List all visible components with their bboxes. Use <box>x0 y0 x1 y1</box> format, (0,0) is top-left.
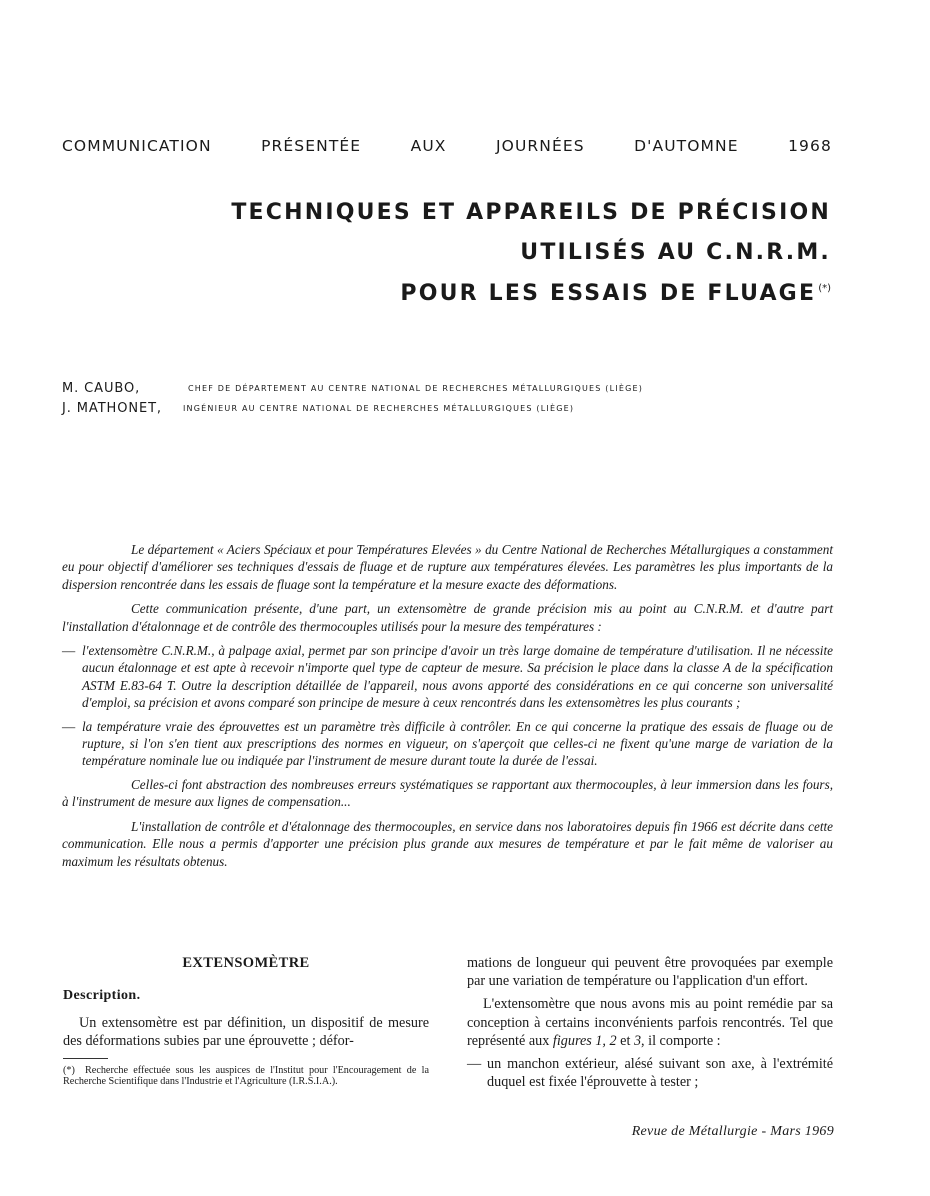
header-word: JOURNÉES <box>495 137 585 155</box>
title-footnote-marker[interactable]: (*) <box>818 283 831 294</box>
body-text: , il comporte : <box>641 1032 721 1049</box>
dash-marker: — <box>62 718 76 734</box>
journal-footer: Revue de Métallurgie - Mars 1969 <box>631 1124 834 1139</box>
abstract-bullet-text: la température vraie des éprouvettes est un paramètre très difficile à contrôler. En ce qui concerne la pratique des essais de fluage ou de rupture, si l'on s'en tient aux prescriptions des normes en vigueur, on s'aperçoit que celles-ci ne fixent qu'une marge de variation de la température nominale lue ou indiquée par l'instrument de mesure durant toute la durée de l'essai. <box>82 718 833 769</box>
author-name: J. MATHONET, <box>62 401 162 416</box>
figure-reference[interactable]: figures 1, 2 <box>552 1032 617 1049</box>
title-line-3 <box>400 281 831 306</box>
title-line-1: TECHNIQUES ET APPAREILS DE PRÉCISION <box>231 200 831 225</box>
author-name: M. CAUBO, <box>62 381 141 396</box>
subsection-heading: Description. <box>63 988 141 1003</box>
body-paragraph: Un extensomètre est par définition, un dispositif de mesure des déformations subies par une éprouvette ; défor- <box>63 1015 429 1050</box>
body-paragraph <box>467 995 833 1050</box>
author-affiliation: CHEF DE DÉPARTEMENT AU CENTRE NATIONAL DE RECHERCHES MÉTALLURGIQUES (LIÈGE) <box>188 384 644 393</box>
abstract-paragraph: Celles-ci font abstraction des nombreuses erreurs systématiques se rapportant aux thermocouples, à leur immersion dans les fours, à l'instrument de mesure aux lignes de compensation... <box>62 776 833 810</box>
header-word: COMMUNICATION <box>62 137 212 155</box>
author-row <box>62 401 762 417</box>
dash-marker: — <box>467 1056 482 1073</box>
author-affiliation: INGÉNIEUR AU CENTRE NATIONAL DE RECHERCHES MÉTALLURGIQUES (LIÈGE) <box>183 404 575 413</box>
title-line-3-text: POUR LES ESSAIS DE FLUAGE <box>400 281 817 306</box>
footnote-text: Recherche effectuée sous les auspices de l'Institut pour l'Encouragement de la Recherche Scientifique dans l'Industrie et l'Agriculture (I.R.S.I.A.). <box>63 1065 429 1088</box>
abstract-paragraph: Le département « Aciers Spéciaux et pour Températures Elevées » du Centre National de Recherches Métallurgiques a constamment eu pour objectif d'améliorer ses techniques d'essais de fluage et de rupture aux températures élevées. Les paramètres les plus importants de la dispersion rencontrée dans les essais de fluage sont la température et la mesure exacte des déformations. <box>62 542 833 592</box>
abstract-bullet-text: l'extensomètre C.N.R.M., à palpage axial, permet par son principe d'avoir un très large domaine de température d'utilisation. Il ne nécessite aucun étalonnage et est apte à recevoir n'importe quel type de capteur de mesure. Sa précision le place dans la classe A de la spécification ASTM E.83-64 T. Outre la description détaillée de l'appareil, nous avons apporté des considérations en ce qui concerne son universalité d'emploi, sa précision et avons comparé son principe de mesure à ceux rencontrés dans les extensomètres les plus courants ; <box>82 643 833 711</box>
body-text: L'extensomètre que nous avons mis au point remédie par sa conception à certains inconvénients parfois rencontrés. Tel que représenté aux <box>467 996 833 1049</box>
header-word: PRÉSENTÉE <box>261 137 362 155</box>
figure-reference[interactable]: 3 <box>633 1032 642 1049</box>
conference-header <box>62 137 832 155</box>
section-heading: EXTENSOMÈTRE <box>182 955 310 971</box>
footnote <box>63 1065 429 1088</box>
abstract-bullet <box>62 642 833 712</box>
header-word: AUX <box>410 137 447 155</box>
author-row <box>62 381 762 397</box>
dash-marker: — <box>62 643 76 659</box>
abstract <box>62 541 833 877</box>
title-line-2: UTILISÉS AU C.N.R.M. <box>520 240 831 265</box>
header-word: 1968 <box>788 137 832 155</box>
left-column-body <box>63 1014 429 1055</box>
right-column-body <box>467 954 833 1096</box>
abstract-paragraph: L'installation de contrôle et d'étalonnage des thermocouples, en service dans nos laboratoires depuis fin 1966 est décrite dans cette communication. Elle nous a permis d'apporter une précision plus grande aux mesures de température et par le fait même de valoriser au maximum les résultats obtenus. <box>62 818 833 869</box>
abstract-paragraph: Cette communication présente, d'une part, un extensomètre de grande précision mis au point au C.N.R.M. et d'autre part l'installation d'étalonnage et de contrôle des thermocouples utilisés pour la mesure des températures : <box>62 601 833 634</box>
body-bullet <box>467 1055 833 1091</box>
footnote-rule <box>63 1058 108 1059</box>
header-word: D'AUTOMNE <box>634 137 739 155</box>
footnote-marker: (*) <box>63 1065 75 1076</box>
body-text: et <box>616 1032 634 1049</box>
abstract-bullet <box>62 718 833 770</box>
body-bullet-text: un manchon extérieur, alésé suivant son axe, à l'extrémité duquel est fixée l'éprouvette à tester ; <box>487 1056 833 1091</box>
body-paragraph: mations de longueur qui peuvent être provoquées par exemple par une variation de température ou l'application d'un effort. <box>467 955 833 990</box>
